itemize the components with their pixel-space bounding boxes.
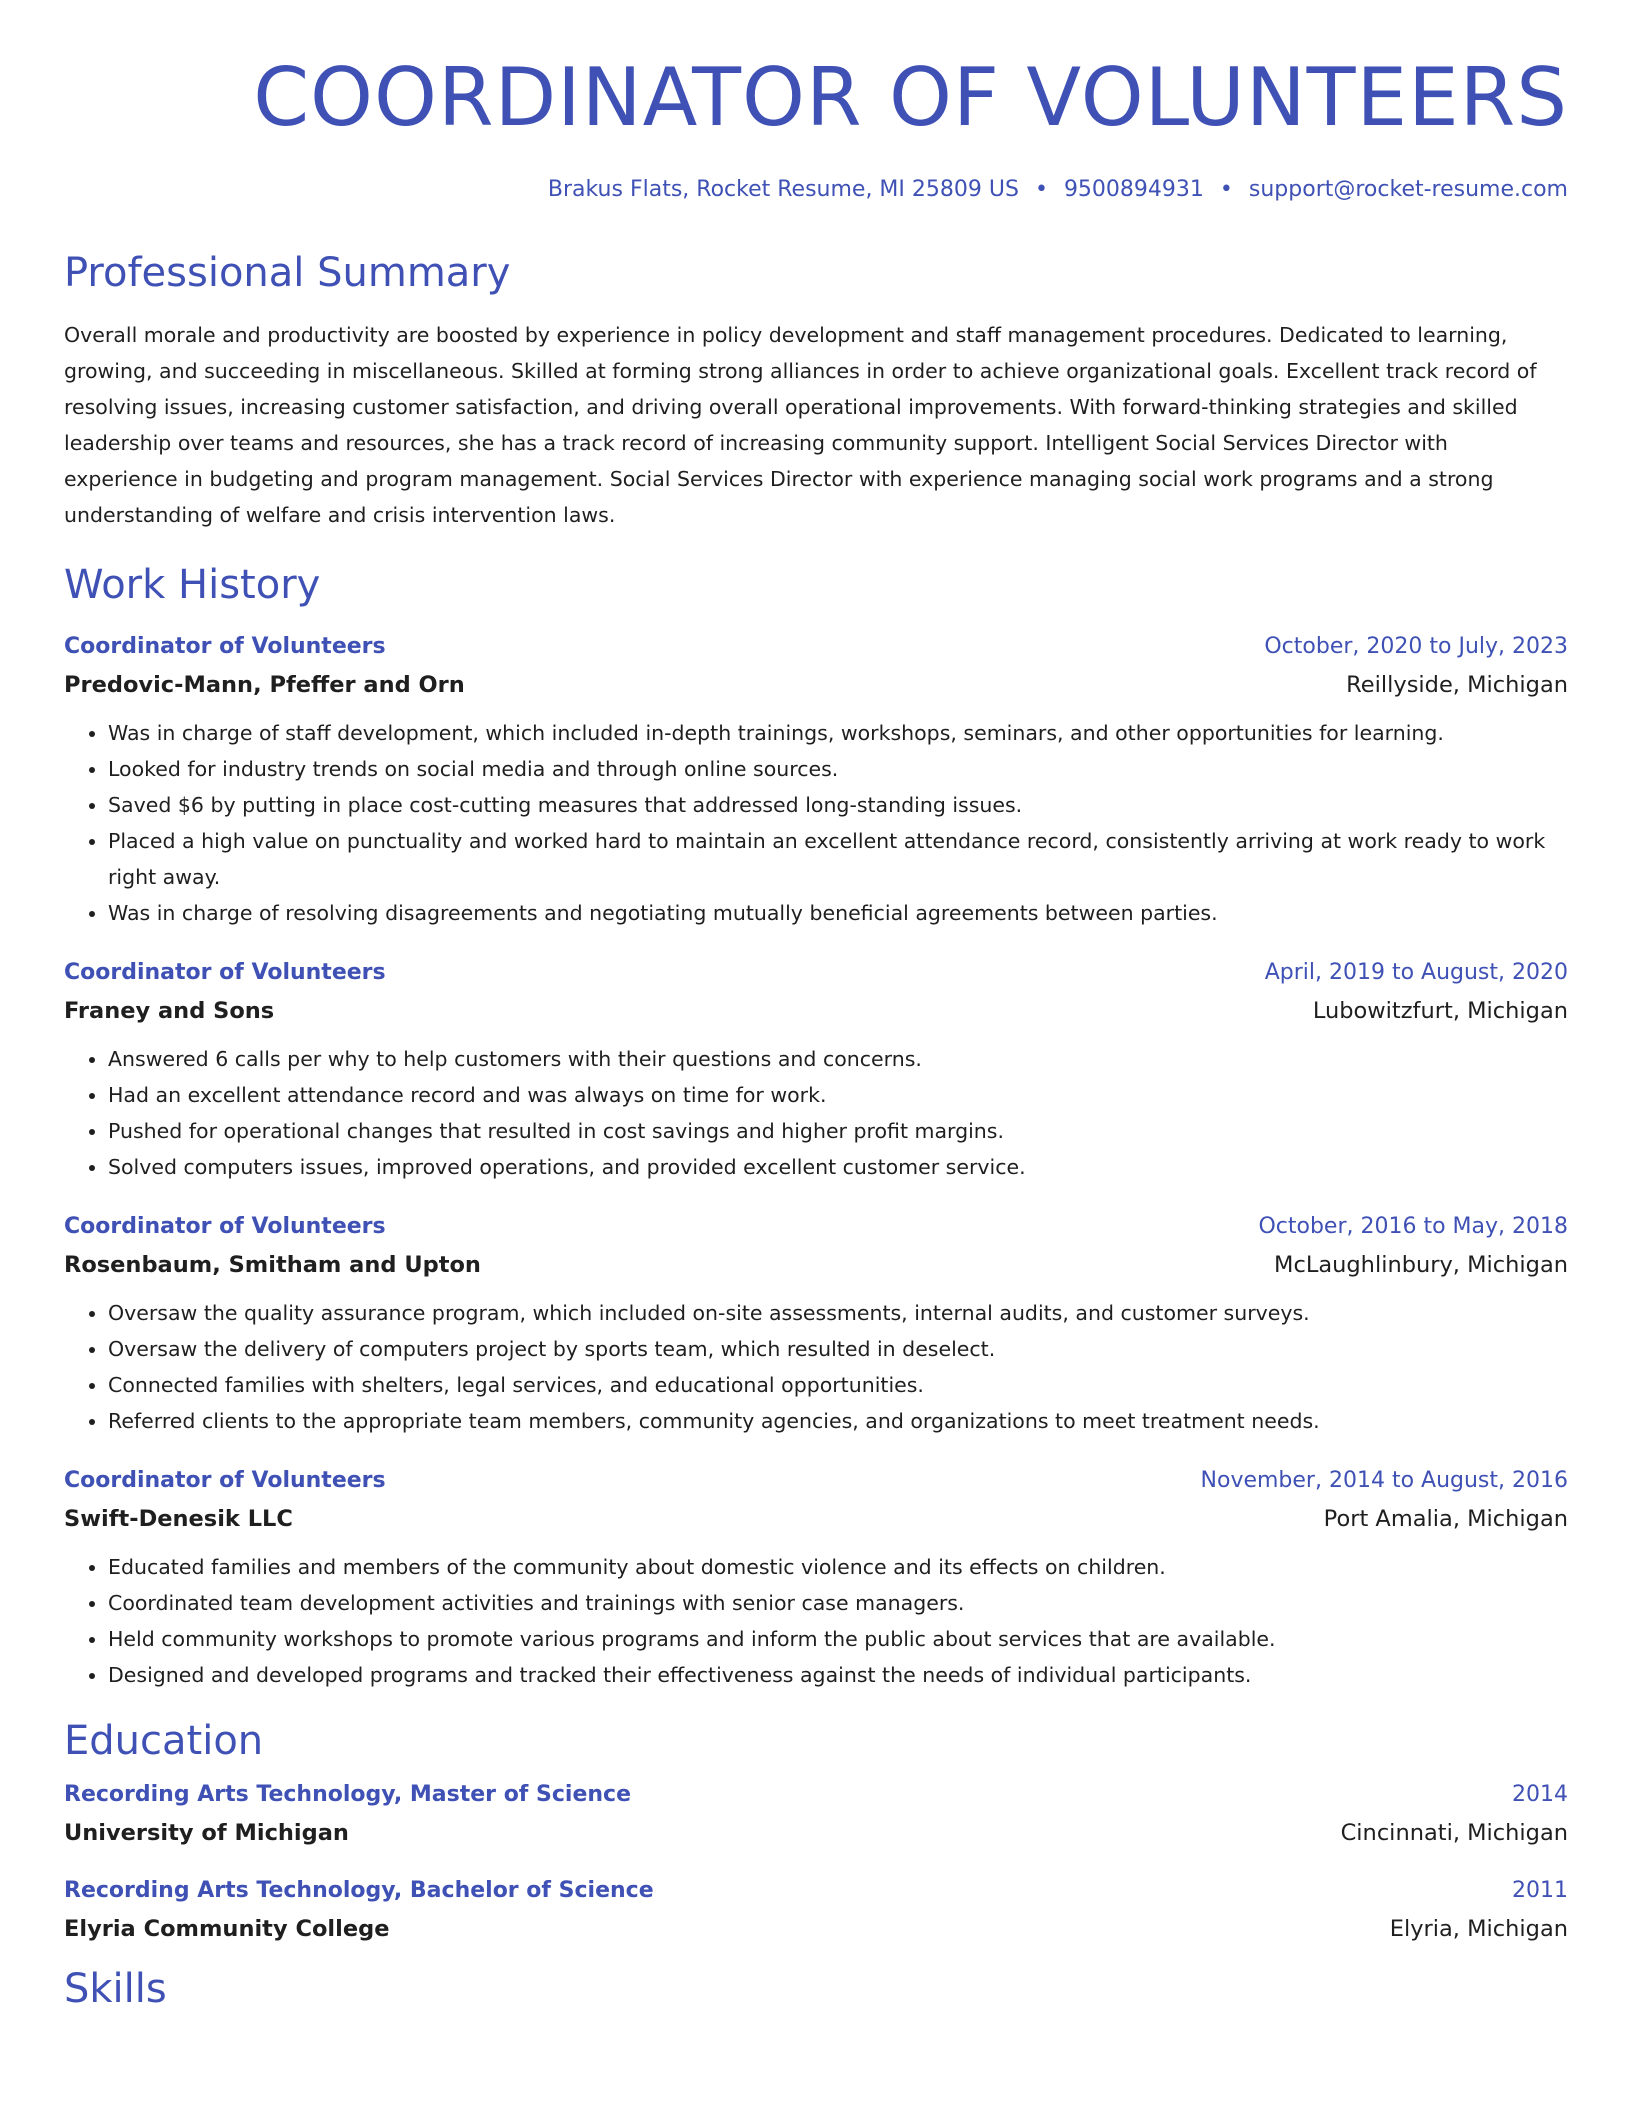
resume-page <box>64 0 1568 2011</box>
contact-address: Brakus Flats, Rocket Resume, MI 25809 US <box>547 177 1019 202</box>
job-dates: October, 2020 to July, 2023 <box>1264 633 1568 659</box>
list-item: • Held community workshops to promote various programs and inform the public about services that are available. <box>108 1621 1568 1657</box>
education-entry <box>64 1875 1568 1947</box>
job-role: Coordinator of Volunteers <box>64 633 386 659</box>
contact-separator: • <box>1034 177 1048 202</box>
education-year: 2011 <box>1512 1877 1568 1903</box>
job-company: Franey and Sons <box>64 997 275 1024</box>
education-school: Elyria Community College <box>64 1915 390 1942</box>
list-item: • Answered 6 calls per why to help customers with their questions and concerns. <box>108 1041 1568 1077</box>
list-item: • Placed a high value on punctuality and worked hard to maintain an excellent attendance record, consistently arriving at work ready to work right away. <box>108 823 1568 895</box>
list-item: • Had an excellent attendance record and was always on time for work. <box>108 1077 1568 1113</box>
job-role: Coordinator of Volunteers <box>64 1213 386 1239</box>
list-item: • Pushed for operational changes that resulted in cost savings and higher profit margins. <box>108 1113 1568 1149</box>
education-location: Cincinnati, Michigan <box>1340 1819 1568 1846</box>
education-degree: Recording Arts Technology, Bachelor of Science <box>64 1877 654 1903</box>
list-item: • Looked for industry trends on social media and through online sources. <box>108 751 1568 787</box>
section-title-work-history: Work History <box>64 561 321 608</box>
contact-email[interactable]: support@rocket-resume.com <box>1248 177 1568 202</box>
list-item: • Was in charge of staff development, which included in-depth trainings, workshops, seminars, and other opportunities for learning. <box>108 715 1568 751</box>
contact-line <box>64 176 1568 205</box>
job-entry <box>64 1465 1568 1693</box>
summary-text: Overall morale and productivity are boosted by experience in policy development and staff management procedures. Dedicated to learning, growing, and succeeding in miscellaneous. Skilled at forming strong alliances in order to achieve organizational goals. Excellent track record of resolving issues, increasing customer satisfaction, and driving overall operational improvements. With forward-thinking strategies and skilled leadership over teams and resources, she has a track record of increasing community support. Intelligent Social Services Director with experience in budgeting and program management. Social Services Director with experience managing social work programs and a strong understanding of welfare and crisis intervention laws. <box>64 322 1537 527</box>
job-location: Lubowitzfurt, Michigan <box>1312 997 1568 1024</box>
list-item: • Designed and developed programs and tracked their effectiveness against the needs of individual participants. <box>108 1657 1568 1693</box>
job-entry <box>64 631 1568 931</box>
list-item: • Oversaw the quality assurance program, which included on-site assessments, internal audits, and customer surveys. <box>108 1295 1568 1331</box>
job-dates: October, 2016 to May, 2018 <box>1258 1213 1568 1239</box>
contact-separator: • <box>1219 177 1233 202</box>
job-role: Coordinator of Volunteers <box>64 959 386 985</box>
job-company: Predovic-Mann, Pfeffer and Orn <box>64 671 465 698</box>
list-item: • Educated families and members of the community about domestic violence and its effects on children. <box>108 1549 1568 1585</box>
list-item: • Connected families with shelters, legal services, and educational opportunities. <box>108 1367 1568 1403</box>
section-title-education: Education <box>64 1717 264 1764</box>
list-item: • Solved computers issues, improved operations, and provided excellent customer service. <box>108 1149 1568 1185</box>
job-entry <box>64 1211 1568 1439</box>
education-list <box>64 1779 1568 1947</box>
education-school: University of Michigan <box>64 1819 349 1846</box>
education-year: 2014 <box>1512 1781 1568 1807</box>
job-dates: November, 2014 to August, 2016 <box>1200 1467 1568 1493</box>
section-title-skills: Skills <box>64 1965 167 2012</box>
job-company: Swift-Denesik LLC <box>64 1505 293 1532</box>
job-bullets <box>64 1549 1568 1693</box>
list-item: • Referred clients to the appropriate team members, community agencies, and organizations to meet treatment needs. <box>108 1403 1568 1439</box>
list-item: • Coordinated team development activities and trainings with senior case managers. <box>108 1585 1568 1621</box>
job-company: Rosenbaum, Smitham and Upton <box>64 1251 481 1278</box>
contact-phone: 9500894931 <box>1063 177 1204 202</box>
job-location: McLaughlinbury, Michigan <box>1274 1251 1568 1278</box>
list-item: • Saved $6 by putting in place cost-cutting measures that addressed long-standing issues. <box>108 787 1568 823</box>
job-role: Coordinator of Volunteers <box>64 1467 386 1493</box>
list-item: • Was in charge of resolving disagreements and negotiating mutually beneficial agreements between parties. <box>108 895 1568 931</box>
resume-name: COORDINATOR OF VOLUNTEERS <box>253 51 1568 144</box>
job-location: Reillyside, Michigan <box>1346 671 1568 698</box>
job-bullets <box>64 715 1568 931</box>
work-history-list <box>64 631 1568 1693</box>
list-item: • Oversaw the delivery of computers project by sports team, which resulted in deselect. <box>108 1331 1568 1367</box>
job-entry <box>64 957 1568 1185</box>
education-location: Elyria, Michigan <box>1389 1915 1568 1942</box>
job-bullets <box>64 1295 1568 1439</box>
education-degree: Recording Arts Technology, Master of Science <box>64 1781 632 1807</box>
education-entry <box>64 1779 1568 1851</box>
section-title-summary: Professional Summary <box>64 249 511 296</box>
job-bullets <box>64 1041 1568 1185</box>
job-dates: April, 2019 to August, 2020 <box>1264 959 1568 985</box>
job-location: Port Amalia, Michigan <box>1323 1505 1568 1532</box>
